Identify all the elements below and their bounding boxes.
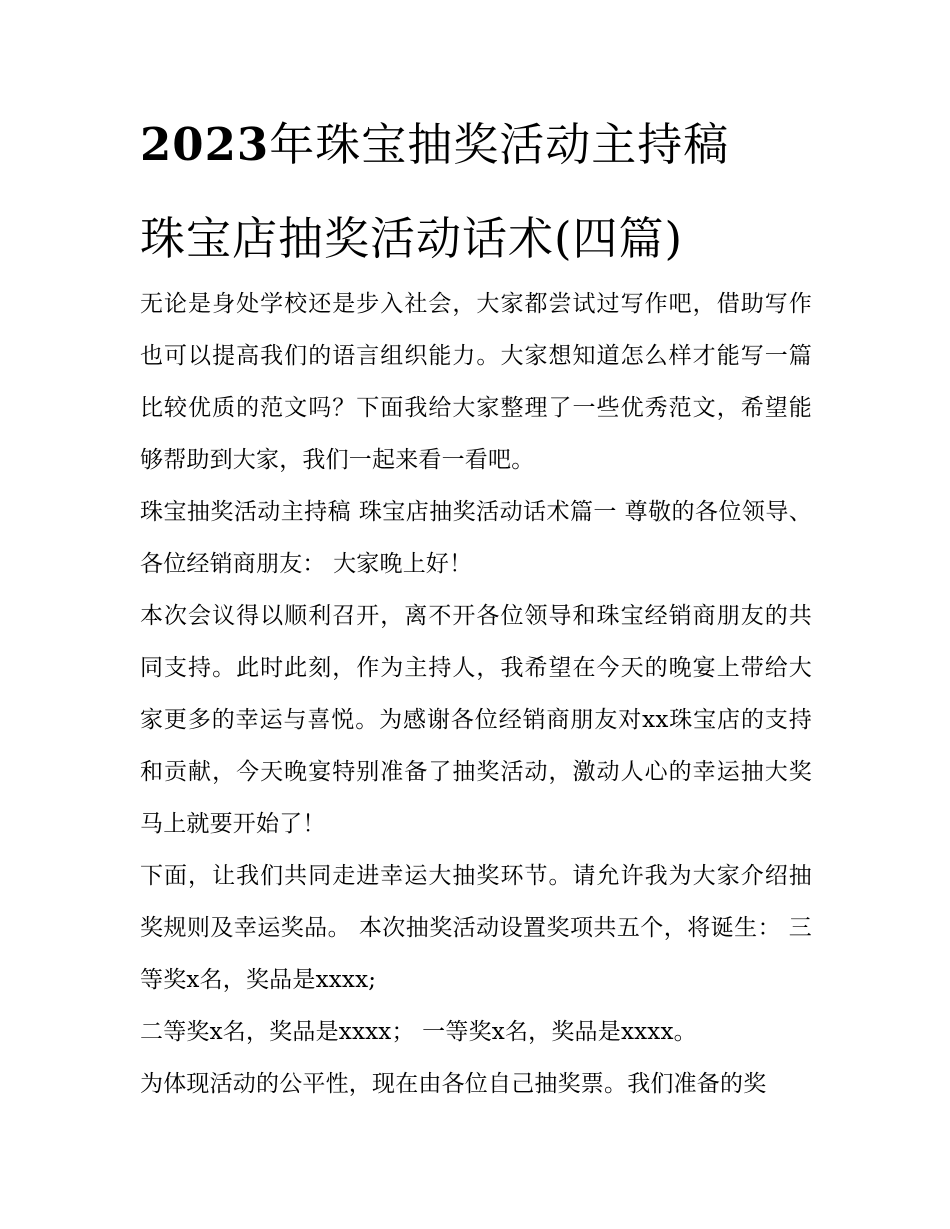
title-line-1	[140, 118, 830, 172]
paragraph-intro: 无论是身处学校还是步入社会，大家都尝试过写作吧，借助写作也可以提高我们的语言组织能力。大家想知道怎么样才能写一篇比较优质的范文吗？下面我给大家整理了一些优秀范文，希望能够帮助到大家，我们一起来看一看吧。	[140, 291, 812, 473]
document-title	[140, 118, 830, 266]
document-body	[140, 278, 812, 1110]
paragraph-greeting: 珠宝抽奖活动主持稿 珠宝店抽奖活动话术篇一 尊敬的各位领导、各位经销商朋友： 大家晚上好！	[140, 499, 812, 577]
title-year: 2023	[140, 118, 270, 171]
paragraph-opening: 本次会议得以顺利召开，离不开各位领导和珠宝经销商朋友的共同支持。此时此刻，作为主持人，我希望在今天的晚宴上带给大家更多的幸运与喜悦。为感谢各位经销商朋友对xx珠宝店的支持和贡献，今天晚宴特别准备了抽奖活动，激动人心的幸运抽大奖马上就要开始了！	[140, 603, 812, 837]
title-line-2: 珠宝店抽奖活动话术(四篇)	[140, 212, 684, 265]
title-line-1-text: 年珠宝抽奖活动主持稿	[269, 118, 730, 171]
paragraph-rules: 下面，让我们共同走进幸运大抽奖环节。请允许我为大家介绍抽奖规则及幸运奖品。 本次抽奖活动设置奖项共五个，将诞生： 三等奖x名，奖品是xxxx;	[140, 863, 812, 993]
paragraph-fairness: 为体现活动的公平性，现在由各位自己抽奖票。我们准备的奖	[140, 1071, 767, 1097]
paragraph-prizes: 二等奖x名，奖品是xxxx； 一等奖x名，奖品是xxxx。	[140, 1019, 697, 1045]
